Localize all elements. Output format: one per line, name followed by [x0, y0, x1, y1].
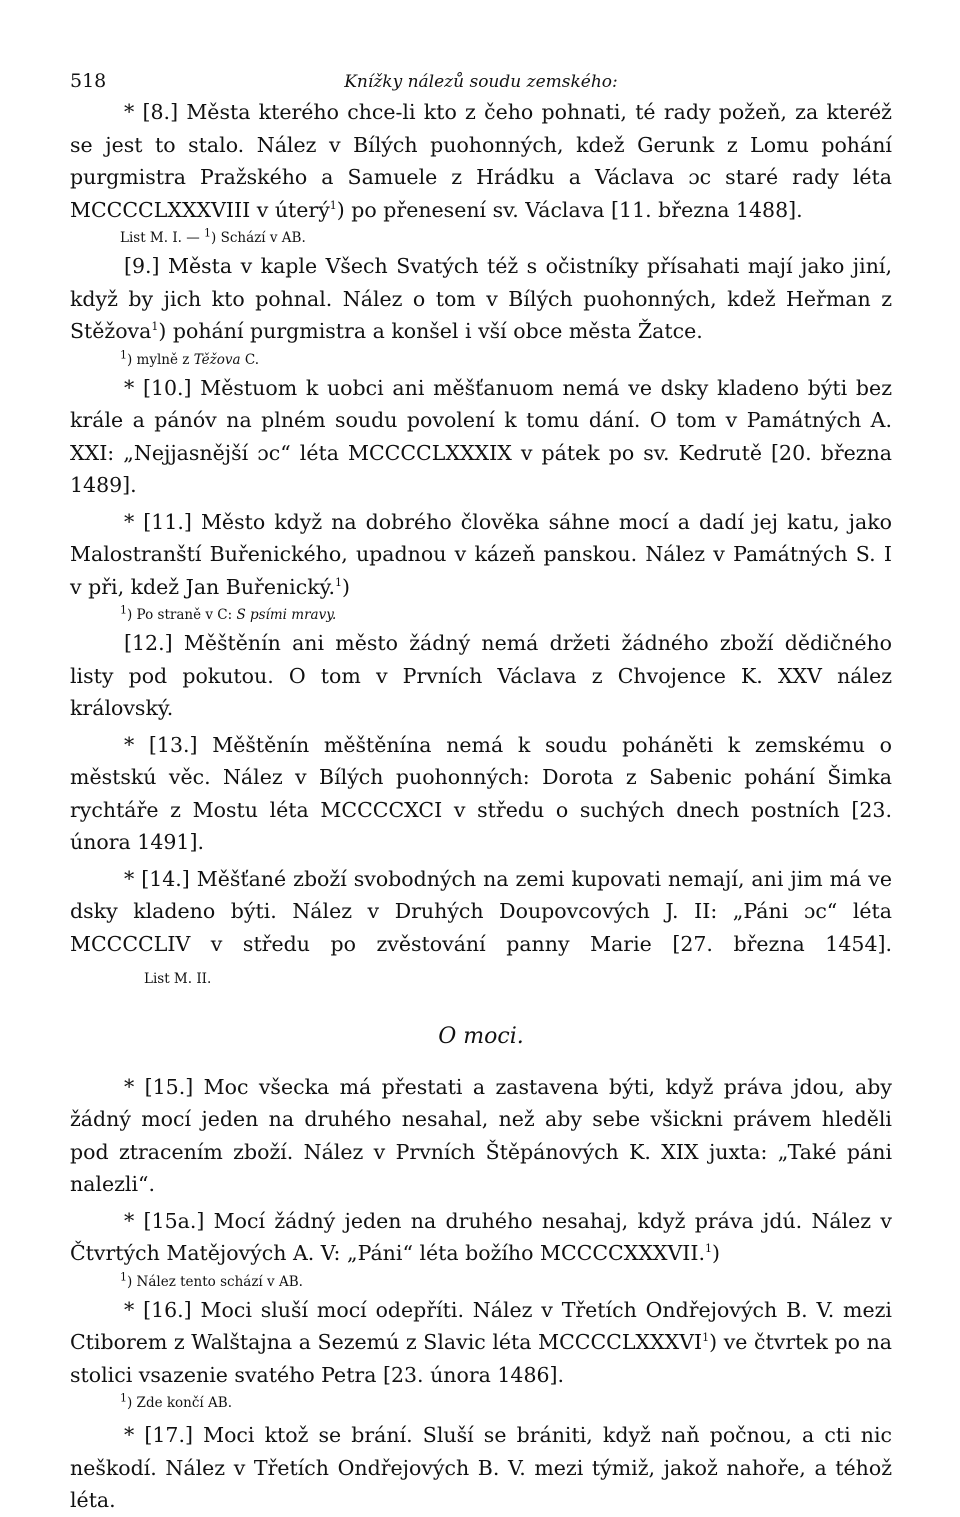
entry-text: [9.] Města v kaple Všech Svatých též s očistníky přísahati mají jako jiní, když by jich kto pohnal. Nález o tom v Bílých puohonných, kdež Heřman z Stěžova — [70, 254, 892, 343]
entry-15a — [70, 1205, 892, 1270]
footnote-text: ) Schází v AB. — [211, 230, 306, 246]
footnote-italic: Těžova — [193, 351, 241, 368]
entry-8 — [70, 96, 892, 226]
footnote-text: ) Nález tento schází v AB. — [127, 1273, 303, 1290]
entry-12: [12.] Měštěnín ani město žádný nemá držeti žádného zboží dědičného listy pod pokutou. O tom v Prvních Václava z Chvojence K. XXV nález královský. — [70, 631, 892, 720]
footnote-text: ) Po straně v C: — [127, 607, 237, 623]
entry-16 — [70, 1294, 892, 1392]
entry-14 — [70, 863, 892, 996]
entry-text-continued: ) po přenesení sv. Václava [11. března 1488]. — [336, 197, 803, 222]
entry-9 — [70, 250, 892, 348]
page-number: 518 — [70, 70, 107, 92]
footnote-marker: 1 — [151, 320, 159, 334]
footnote-8 — [70, 226, 892, 250]
footnote-marker: 1 — [705, 1242, 713, 1256]
entry-text-continued: ) pohání purgmistra a konšel i vší obce města Žatce. — [158, 319, 703, 343]
entry-text: * [8.] Města kterého chce-li kto z čeho pohnati, té rady požeň, za kteréž se jest to stalo. Nález v Bílých puohonných, kdež Gerunk z Lomu pohání purgmistra Pražského a Samuele z Hrádku a Václava ɔc staré rady léta MCCCCLXXXVIII v úterý — [70, 100, 892, 222]
footnote-marker: 1 — [329, 198, 337, 212]
entry-text: * [14.] Měšťané zboží svobodných na zemi kupovati nemají, ani jim má ve dsky kladeno býti. Nález v Druhých Doupovcových J. II: „Páni ɔc“ léta MCCCCLIV v středu po zvěstování panny Marie [27. března 1454]. — [70, 866, 892, 956]
footnote-marker: 1 — [335, 575, 342, 589]
entry-11 — [70, 506, 892, 604]
footnote-text: ) mylně z — [127, 351, 194, 368]
entry-text: * [16.] Moci sluší mocí odepříti. Nález v Třetích Ondřejových B. V. mezi Ctiborem z Walštajna a Sezemú z Slavic léta MCCCCLXXXVI — [70, 1297, 892, 1354]
footnote-16 — [70, 1391, 892, 1415]
margin-reference: List M. I. — — [120, 230, 205, 246]
footnote-9 — [70, 348, 892, 372]
entry-17: * [17.] Moci ktož se brání. Sluší se brániti, když naň počnou, a cti nic neškodí. Nález v Třetích Ondřejových B. V. mezi týmiž, jakož nahoře, a téhož léta. — [70, 1423, 892, 1512]
margin-reference: List M. II. — [144, 971, 212, 987]
footnote-marker: 1 — [120, 1391, 127, 1405]
footnote-marker: 1 — [120, 1270, 127, 1283]
entry-text: * [15a.] Mocí žádný jeden na druhého nesahaj, když práva jdú. Nález v Čtvrtých Matějových A. V: „Páni“ léta božího MCCCCXXXVII. — [70, 1208, 892, 1265]
entry-10: * [10.] Městuom k uobci ani měšťanuom nemá ve dsky kladeno býti bez krále a pánóv na plném soudu povolení k tomu dání. O tom v Památných A. XXI: „Nejjasnější ɔc“ léta MCCCCLXXXIX v pátek po sv. Kedrutě [20. března 1489]. — [70, 375, 892, 497]
footnote-marker: 1 — [120, 348, 127, 361]
running-title: Knížky nálezů soudu zemského: — [344, 72, 618, 92]
footnote-italic: S psími mravy. — [236, 607, 337, 623]
book-page — [70, 60, 892, 1517]
entry-15: * [15.] Moc všecka má přestati a zastavena býti, když práva jdou, aby žádný mocí jeden na druhého nesahal, než aby sebe všickni právem hleděli pod ztracením zboží. Nález v Prvních Štěpánových K. XIX juxta: „Také páni nalezli“. — [70, 1074, 892, 1196]
footnote-text-end: C. — [240, 351, 259, 368]
entry-text-continued: ) — [342, 574, 350, 599]
section-heading: O moci. — [438, 1023, 524, 1049]
footnote-text: ) Zde končí AB. — [127, 1395, 232, 1411]
entry-text-continued: ) ve čtvrtek po na stolici vsazenie svatého Petra [23. února 1486]. — [70, 1330, 893, 1387]
entry-text-continued: ) — [712, 1241, 721, 1265]
footnote-15a — [70, 1270, 892, 1294]
entry-text: * [11.] Město když na dobrého člověka sáhne mocí a dadí jej katu, jako Malostranští Buřenického, upadnou v kázeň panskou. Nález v Památných S. I v při, kdež Jan Buřenický. — [70, 509, 892, 599]
footnote-marker: 1 — [702, 1331, 710, 1345]
footnote-11 — [70, 603, 892, 627]
footnote-marker: 1 — [204, 226, 212, 240]
entry-13: * [13.] Měštěnín měštěnína nemá k soudu poháněti k zemskému o městskú věc. Nález v Bílých puohonných: Dorota z Sabenic pohání Šimka rychtáře z Mostu léta MCCCCXCI v středu o suchých dnech postních [23. února 1491]. — [70, 732, 892, 854]
page-header — [70, 60, 892, 96]
footnote-marker: 1 — [120, 603, 127, 617]
